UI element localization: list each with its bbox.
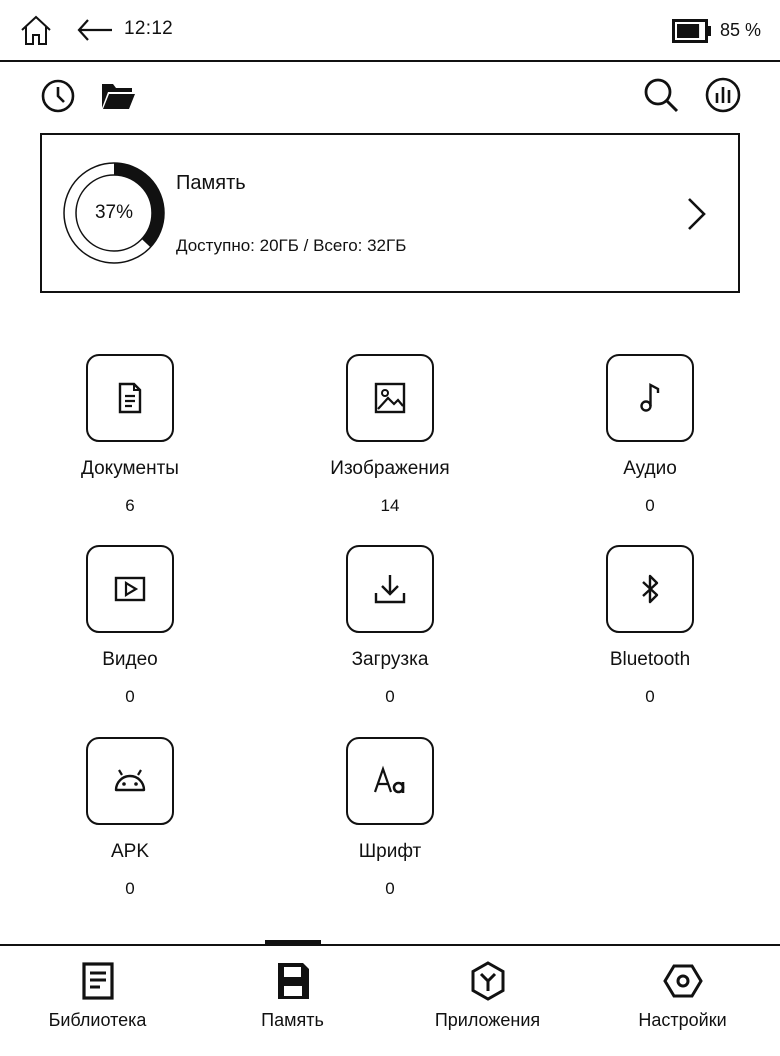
android-icon [112,763,148,799]
storage-details: Доступно: 20ГБ / Всего: 32ГБ [176,236,407,255]
category-tile[interactable] [606,354,694,442]
category-tile[interactable] [346,737,434,825]
recent-history-icon[interactable] [40,78,76,114]
nav-item-label: Настройки [638,1010,727,1030]
category-label: Bluetooth [609,649,691,670]
chevron-right-icon[interactable] [684,195,710,233]
library-icon [78,960,118,1002]
category-count: 0 [125,879,135,898]
font-icon [372,763,408,799]
category-count: 0 [385,687,395,706]
storage-stats-icon[interactable] [704,76,742,114]
category-images[interactable] [290,354,490,517]
category-bluetooth[interactable] [550,545,750,708]
nav-item-label: Приложения [434,1010,541,1030]
nav-item-storage[interactable] [195,946,390,1056]
category-count: 0 [125,687,135,706]
category-count: 6 [125,496,135,515]
category-apk[interactable] [30,737,230,900]
category-count: 14 [380,496,400,515]
storage-icon [273,960,313,1002]
category-audio[interactable] [550,354,750,517]
download-icon [372,571,408,607]
nav-item-library[interactable] [0,946,195,1056]
home-icon[interactable] [18,12,54,48]
storage-used-percent: 37% [94,202,134,223]
category-label: Документы [81,458,179,479]
category-label: Шрифт [358,841,422,862]
back-arrow-icon[interactable] [76,14,114,46]
category-tile[interactable] [346,545,434,633]
category-tile[interactable] [346,354,434,442]
category-label: APK [110,841,150,862]
category-count: 0 [645,496,655,515]
clock-time: 12:12 [124,18,174,39]
category-tile[interactable] [86,737,174,825]
category-downloads[interactable] [290,545,490,708]
category-label: Видео [102,649,158,670]
category-tile[interactable] [606,545,694,633]
storage-title: Память [176,172,246,194]
category-documents[interactable] [30,354,230,517]
nav-item-label: Память [261,1010,324,1030]
status-bar [0,0,780,62]
category-label: Аудио [623,458,677,479]
storage-card[interactable] [40,133,740,293]
category-count: 0 [645,687,655,706]
nav-item-apps[interactable] [390,946,585,1056]
category-label: Загрузка [351,649,429,670]
apps-icon [468,960,508,1002]
battery-icon [672,19,712,43]
bottom-navigation [0,944,780,1054]
folder-icon[interactable] [100,80,136,112]
settings-icon [663,960,703,1002]
music-note-icon [632,380,668,416]
search-icon[interactable] [642,76,680,114]
category-fonts[interactable] [290,737,490,900]
category-label: Изображения [330,458,450,479]
bluetooth-icon [632,571,668,607]
nav-item-settings[interactable] [585,946,780,1056]
category-tile[interactable] [86,545,174,633]
category-tile[interactable] [86,354,174,442]
category-count: 0 [385,879,395,898]
document-icon [112,380,148,416]
nav-item-label: Библиотека [48,1010,147,1030]
battery-percent: 85 % [720,20,762,40]
image-icon [372,380,408,416]
video-icon [112,571,148,607]
category-video[interactable] [30,545,230,708]
